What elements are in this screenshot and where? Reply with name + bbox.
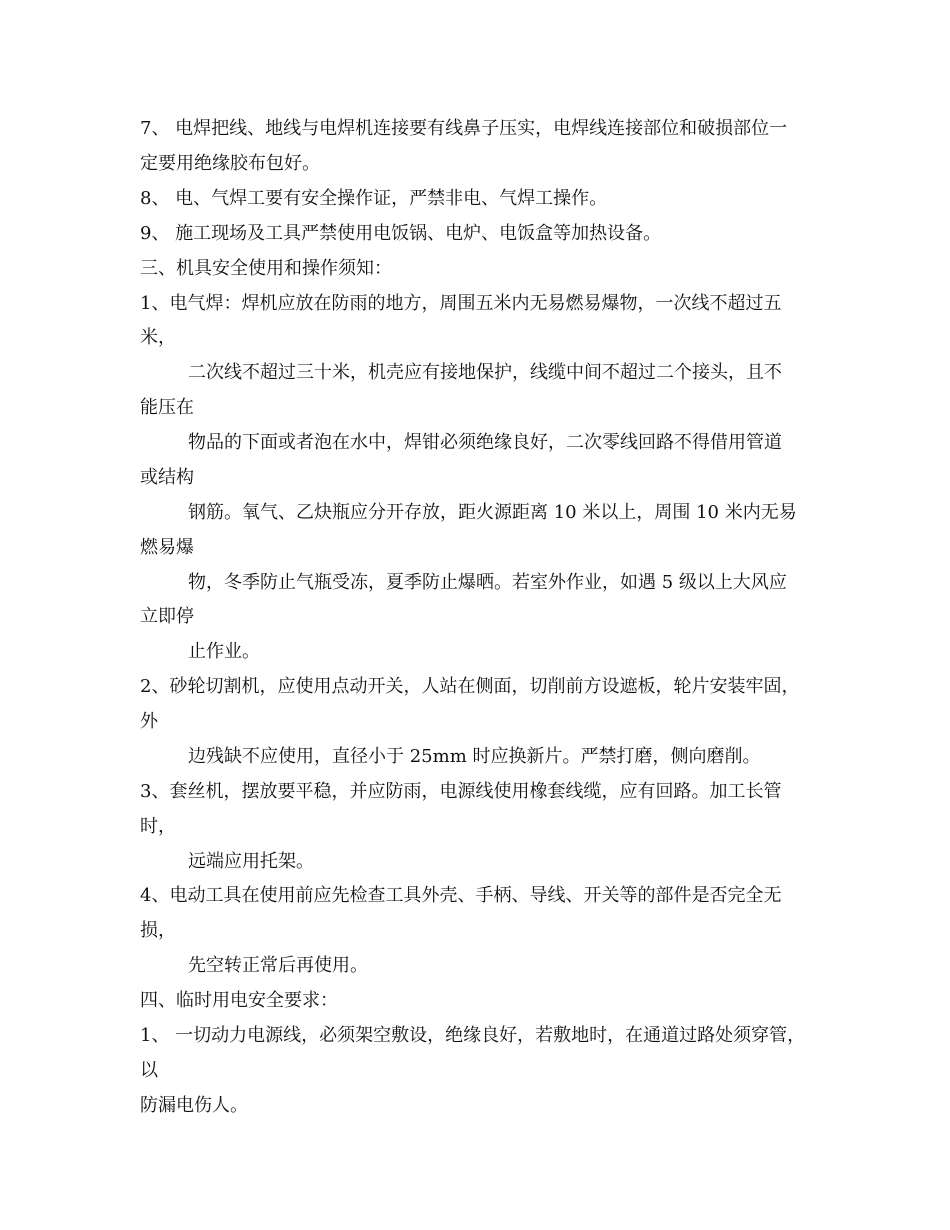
text-line: 立即停 xyxy=(140,606,194,627)
text-line: 8、 电、气焊工要有安全操作证，严禁非电、气焊工操作。 xyxy=(140,188,608,209)
text-line: 1、电气焊：焊机应放在防雨的地方，周围五米内无易燃易爆物，一次线不超过五 xyxy=(140,293,782,314)
text-line: 4、电动工具在使用前应先检查工具外壳、手柄、导线、开关等的部件是否完全无 xyxy=(140,885,782,906)
text-line: 燃易爆 xyxy=(140,537,194,558)
text-line: 二次线不超过三十米，机壳应有接地保护，线缆中间不超过二个接头，且不 xyxy=(188,362,782,383)
text-line: 止作业。 xyxy=(188,641,260,662)
text-line: 物，冬季防止气瓶受冻，夏季防止爆晒。若室外作业，如遇 5 级以上大风应 xyxy=(188,572,787,593)
text-line: 7、 电焊把线、地线与电焊机连接要有线鼻子压实，电焊线连接部位和破损部位一 xyxy=(140,118,788,139)
section-heading: 四、临时用电安全要求： xyxy=(140,990,338,1011)
text-line: 定要用绝缘胶布包好。 xyxy=(140,153,320,174)
text-line: 物品的下面或者泡在水中，焊钳必须绝缘良好，二次零线回路不得借用管道 xyxy=(188,432,782,453)
text-line: 外 xyxy=(140,711,158,732)
text-line: 钢筋。氧气、乙炔瓶应分开存放，距火源距离 10 米以上，周围 10 米内无易 xyxy=(188,502,797,523)
text-line: 1、 一切动力电源线，必须架空敷设，绝缘良好，若敷地时，在通道过路处须穿管， xyxy=(140,1025,806,1046)
text-line: 2、砂轮切割机，应使用点动开关，人站在侧面，切削前方设遮板，轮片安装牢固， xyxy=(140,676,800,697)
text-line: 以 xyxy=(140,1060,158,1081)
text-line: 能压在 xyxy=(140,397,194,418)
text-line: 3、套丝机，摆放要平稳，并应防雨，电源线使用橡套线缆，应有回路。加工长管 xyxy=(140,781,782,802)
text-line: 时， xyxy=(140,816,176,837)
text-line: 远端应用托架。 xyxy=(188,851,314,872)
text-line: 损， xyxy=(140,920,176,941)
text-line: 先空转正常后再使用。 xyxy=(188,955,368,976)
text-line: 边残缺不应使用，直径小于 25mm 时应换新片。严禁打磨，侧向磨削。 xyxy=(188,746,761,767)
text-line: 防漏电伤人。 xyxy=(140,1095,248,1116)
text-line: 9、 施工现场及工具严禁使用电饭锅、电炉、电饭盒等加热设备。 xyxy=(140,223,662,244)
text-line: 米， xyxy=(140,327,176,348)
section-heading: 三、机具安全使用和操作须知： xyxy=(140,258,392,279)
text-line: 或结构 xyxy=(140,467,194,488)
